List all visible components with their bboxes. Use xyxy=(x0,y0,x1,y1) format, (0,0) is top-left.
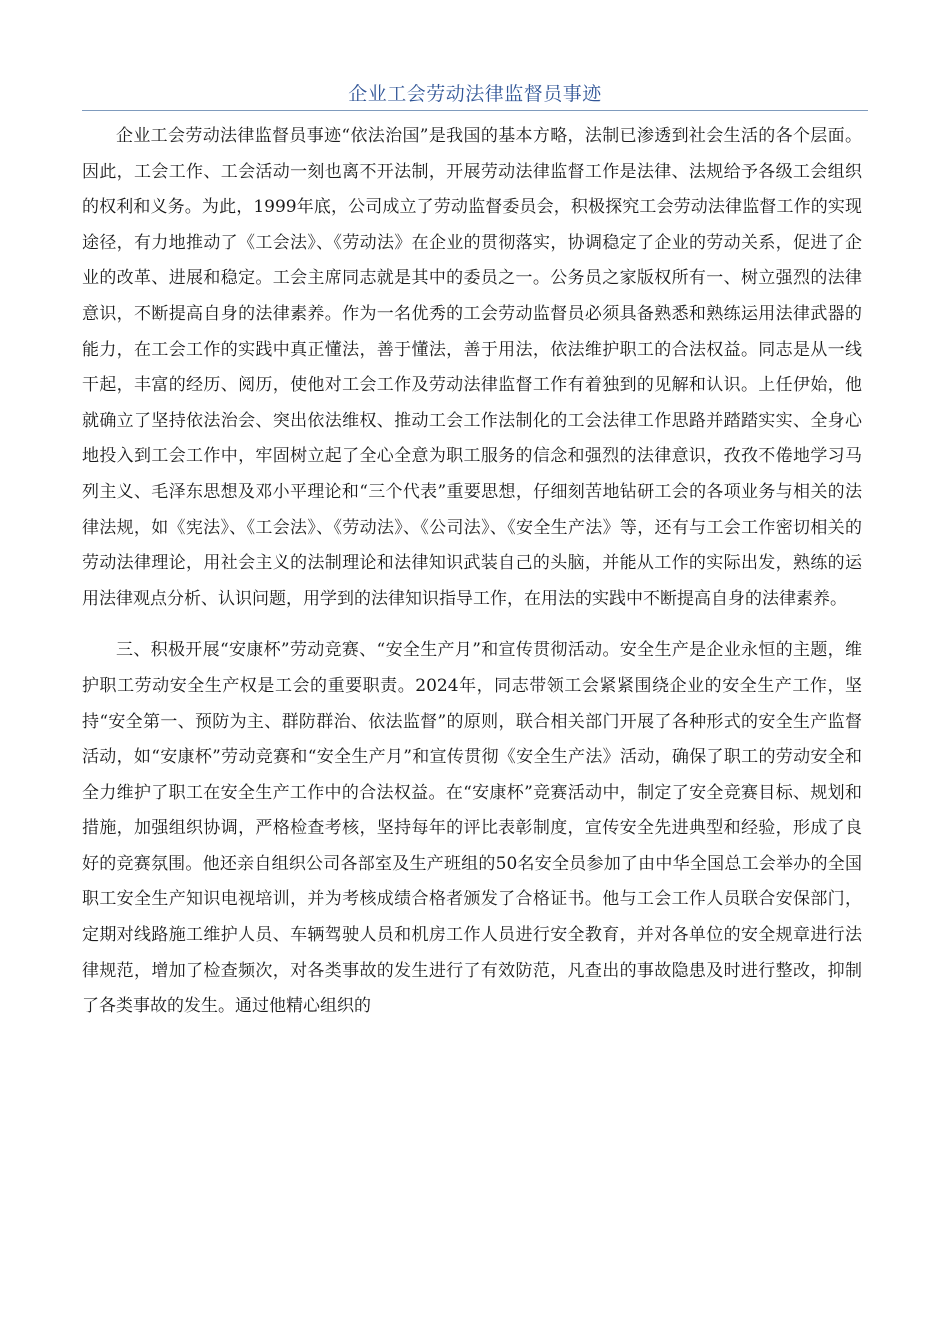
paragraph-1: 企业工会劳动法律监督员事迹“依法治国”是我国的基本方略，法制已渗透到社会生活的各个层面。因此，工会工作、工会活动一刻也离不开法制，开展劳动法律监督工作是法律、法规给予各级工会组织的权利和义务。为此，1999年底，公司成立了劳动监督委员会，积极探究工会劳动法律监督工作的实现途径，有力地推动了《工会法》、《劳动法》在企业的贯彻落实，协调稳定了企业的劳动关系，促进了企业的改革、进展和稳定。工会主席同志就是其中的委员之一。公务员之家版权所有一、树立强烈的法律意识，不断提高自身的法律素养。作为一名优秀的工会劳动监督员必须具备熟悉和熟练运用法律武器的能力，在工会工作的实践中真正懂法，善于懂法，善于用法，依法维护职工的合法权益。同志是从一线干起，丰富的经历、阅历，使他对工会工作及劳动法律监督工作有着独到的见解和认识。上任伊始，他就确立了坚持依法治会、突出依法维权、推动工会工作法制化的工会法律工作思路并踏踏实实、全身心地投入到工会工作中，牢固树立起了全心全意为职工服务的信念和强烈的法律意识，孜孜不倦地学习马列主义、毛泽东思想及邓小平理论和“三个代表”重要思想，仔细刻苦地钻研工会的各项业务与相关的法律法规，如《宪法》、《工会法》、《劳动法》、《公司法》、《安全生产法》等，还有与工会工作密切相关的劳动法律理论，用社会主义的法制理论和法律知识武装自己的头脑，并能从工作的实际出发，熟练的运用法律观点分析、认识问题，用学到的法律知识指导工作，在用法的实践中不断提高自身的法律素养。 xyxy=(82,126,862,609)
document-title: 企业工会劳动法律监督员事迹 xyxy=(348,83,602,105)
paragraph-2: 三、积极开展“安康杯”劳动竞赛、“安全生产月”和宣传贯彻活动。安全生产是企业永恒的主题，维护职工劳动安全生产权是工会的重要职责。2024年，同志带领工会紧紧围绕企业的安全生产工作，坚持“安全第一、预防为主、群防群治、依法监督”的原则，联合相关部门开展了各种形式的安全生产监督活动，如“安康杯”劳动竞赛和“安全生产月”和宣传贯彻《安全生产法》活动，确保了职工的劳动安全和全力维护了职工在安全生产工作中的合法权益。在“安康杯”竞赛活动中，制定了安全竞赛目标、规划和措施，加强组织协调，严格检查考核，坚持每年的评比表彰制度，宣传安全先进典型和经验，形成了良好的竞赛氛围。他还亲自组织公司各部室及生产班组的50名安全员参加了由中华全国总工会举办的全国职工安全生产知识电视培训，并为考核成绩合格者颁发了合格证书。他与工会工作人员联合安保部门，定期对线路施工维护人员、车辆驾驶人员和机房工作人员进行安全教育，并对各单位的安全规章进行法律规范，增加了检查频次，对各类事故的发生进行了有效防范，凡查出的事故隐患及时进行整改，抑制了各类事故的发生。通过他精心组织的 xyxy=(82,640,862,1017)
page-header xyxy=(82,80,868,111)
document-body xyxy=(82,119,862,1025)
